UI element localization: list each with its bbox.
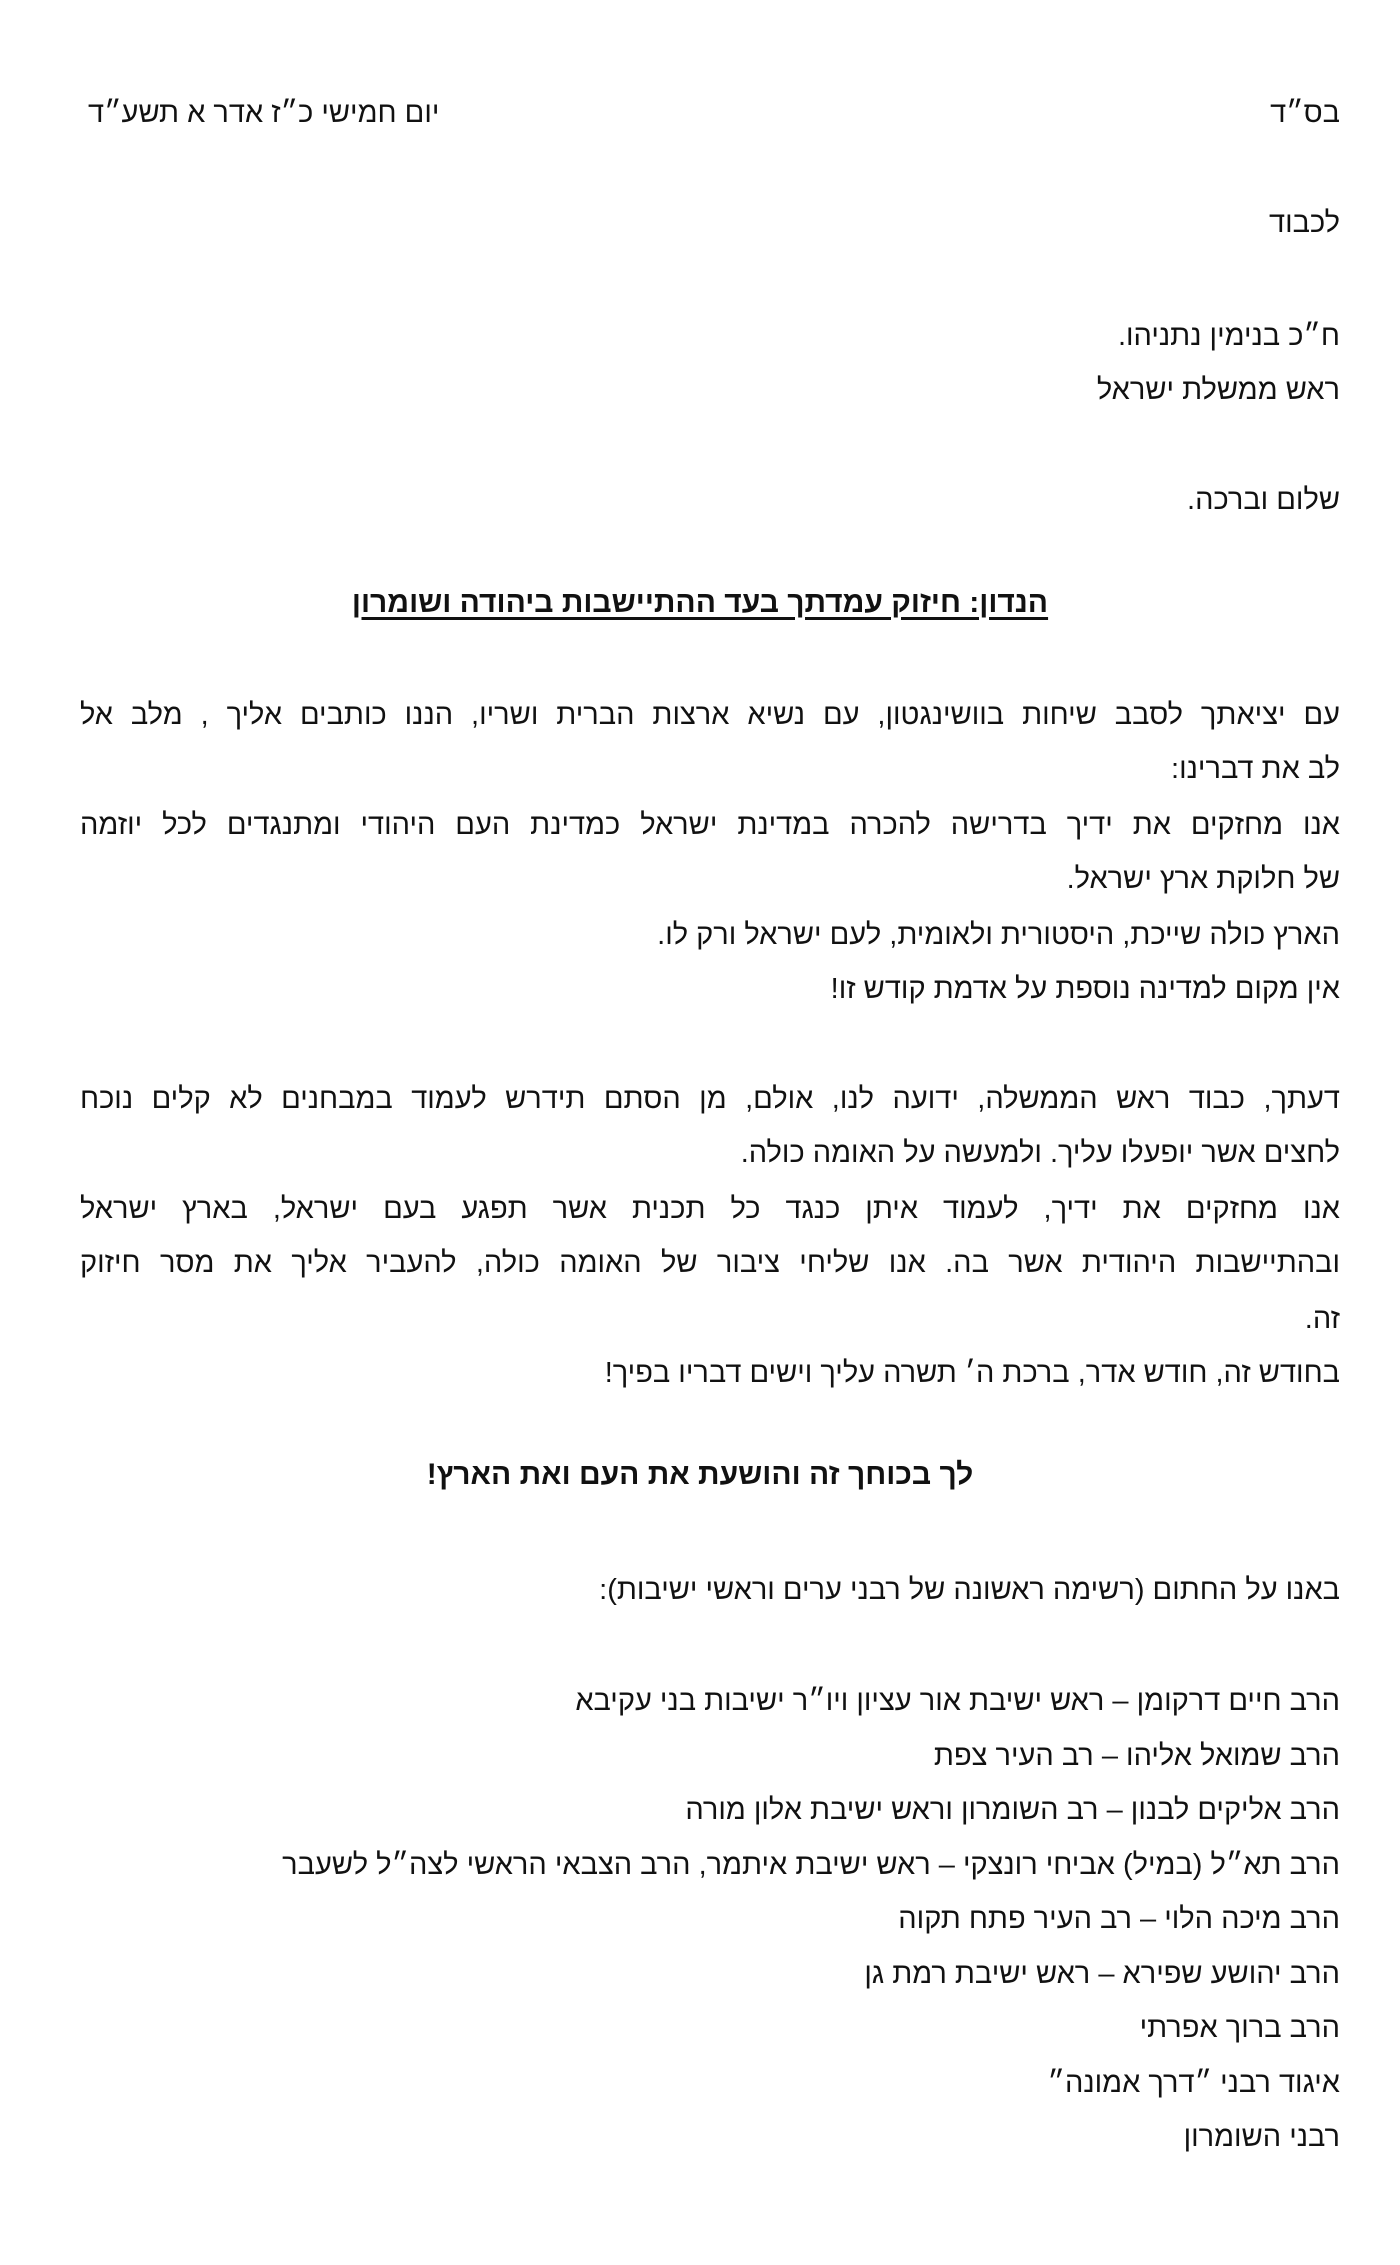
- body-paragraph-5-line-1: דעתך, כבוד ראש הממשלה, ידועה לנו, אולם, מן הסתם תידרש לעמוד במבחנים לא קלים נוכח: [80, 1083, 1340, 1115]
- subject-line: [0, 584, 1400, 622]
- body-paragraph-5-line-2: לחצים אשר יופעלו עליך. ולמעשה על האומה כולה.: [740, 1137, 1340, 1169]
- signature-item: איגוד רבני ״דרך אמונה״: [1047, 2067, 1340, 2099]
- body-paragraph-2-line-2: של חלוקת ארץ ישראל.: [1066, 863, 1340, 895]
- signatures-intro: באנו על החתום (רשימה ראשונה של רבני ערים וראשי ישיבות):: [599, 1574, 1340, 1606]
- body-paragraph-7: בחודש זה, חודש אדר, ברכת ה׳ תשרה עליך וישים דבריו בפיך!: [604, 1357, 1340, 1389]
- body-paragraph-1-line-1: עם יציאתך לסבב שיחות בוושינגטון, עם נשיא ארצות הברית ושריו, הננו כותבים אליך , מלב אל: [80, 699, 1340, 731]
- signature-item: הרב יהושע שפירא – ראש ישיבת רמת גן: [864, 1958, 1340, 1990]
- slogan: לך בכוחך זה והושעת את העם ואת הארץ!: [426, 1458, 974, 1491]
- signature-item: הרב שמואל אליהו – רב העיר צפת: [933, 1740, 1340, 1772]
- body-paragraph-3: הארץ כולה שייכת, היסטורית ולאומית, לעם ישראל ורק לו.: [657, 919, 1340, 951]
- body-paragraph-6-line-2: ובהתיישבות היהודית אשר בה. אנו שליחי ציבור של האומה כולה, להעביר אליך את מסר חיזוק: [80, 1247, 1340, 1279]
- greeting: שלום וברכה.: [1187, 484, 1340, 516]
- bsd-header: בס״ד: [1270, 97, 1340, 129]
- recipient-name: ח״כ בנימין נתניהו.: [1117, 320, 1340, 352]
- signature-item: הרב חיים דרקומן – ראש ישיבת אור עציון ויו״ר ישיבות בני עקיבא: [575, 1685, 1340, 1717]
- letter-date: יום חמישי כ״ז אדר א תשע״ד: [88, 97, 440, 129]
- signature-item: הרב תא״ל (במיל) אביחי רונצקי – ראש ישיבת איתמר, הרב הצבאי הראשי לצה״ל לשעבר: [282, 1849, 1340, 1881]
- signature-item: רבני השומרון: [1183, 2121, 1340, 2153]
- body-paragraph-6-line-3: זה.: [1304, 1303, 1340, 1335]
- signature-item: הרב מיכה הלוי – רב העיר פתח תקוה: [898, 1903, 1340, 1935]
- subject-text: הנדון: חיזוק עמדתך בעד ההתיישבות ביהודה ושומרון: [351, 586, 1049, 619]
- signature-item: הרב ברוך אפרתי: [1139, 2012, 1340, 2044]
- body-paragraph-2-line-1: אנו מחזקים את ידיך בדרישה להכרה במדינת ישראל כמדינת העם היהודי ומתנגדים לכל יוזמה: [80, 809, 1340, 841]
- body-paragraph-1-line-2: לב את דברינו:: [1171, 753, 1340, 785]
- recipient-to: לכבוד: [1269, 207, 1340, 239]
- signature-item: הרב אליקים לבנון – רב השומרון וראש ישיבת אלון מורה: [685, 1794, 1340, 1826]
- recipient-role: ראש ממשלת ישראל: [1096, 374, 1340, 406]
- body-paragraph-6-line-1: אנו מחזקים את ידיך, לעמוד איתן כנגד כל תכנית אשר תפגע בעם ישראל, בארץ ישראל: [80, 1193, 1340, 1225]
- body-paragraph-4: אין מקום למדינה נוספת על אדמת קודש זו!: [830, 973, 1340, 1005]
